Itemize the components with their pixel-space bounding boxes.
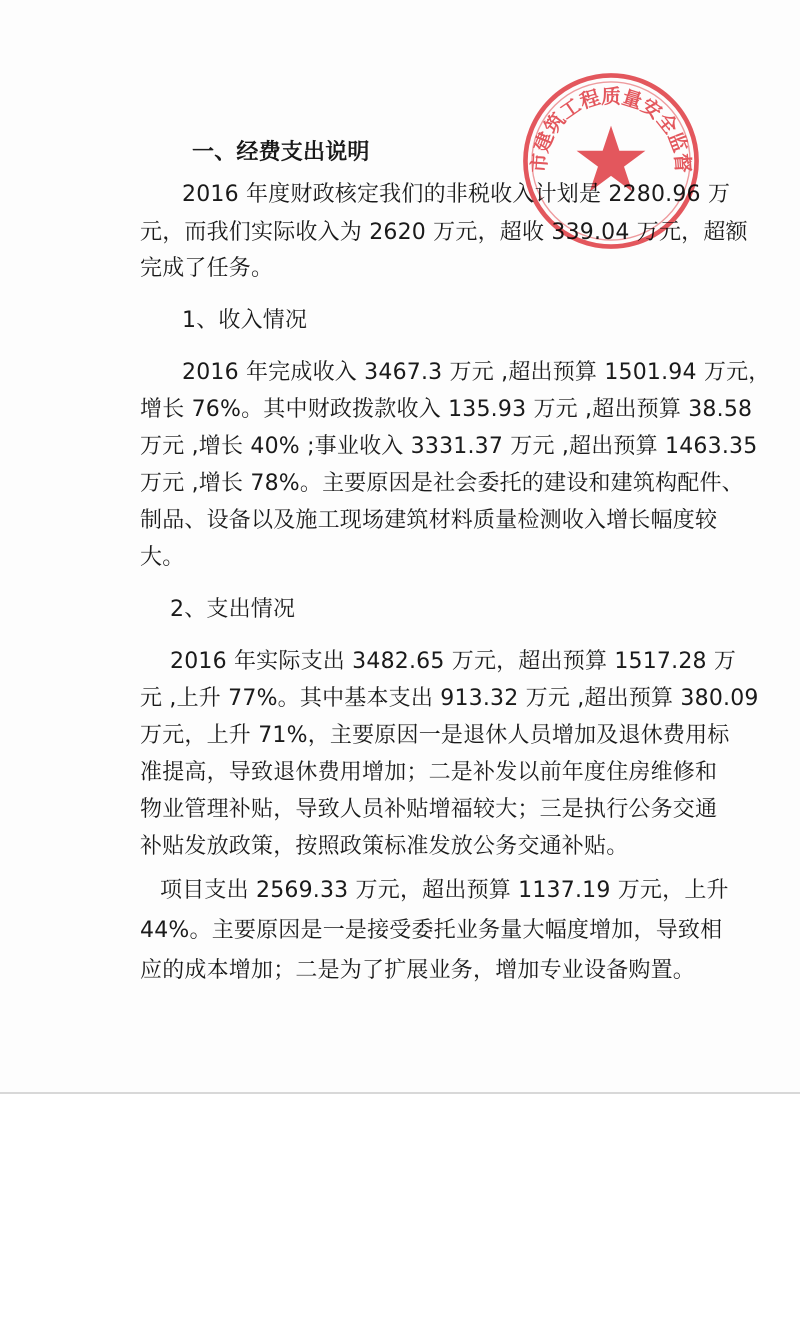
income-line: 万元 ,增长 40% ;事业收入 3331.37 万元 ,超出预算 1463.35 <box>140 434 758 459</box>
seal-text: 市建筑工程质量安全监督 <box>527 84 695 174</box>
project-expense-line: 44%。主要原因是一是接受委托业务量大幅度增加，导致相 <box>140 918 723 943</box>
section-heading: 一、经费支出说明 <box>192 140 370 165</box>
project-expense-line: 应的成本增加；二是为了扩展业务，增加专业设备购置。 <box>140 958 696 983</box>
expense-line: 物业管理补贴，导致人员补贴增福较大；三是执行公务交通 <box>140 797 718 822</box>
subsection-title-income: 1、收入情况 <box>182 308 308 333</box>
document-body <box>140 138 771 986</box>
expense-line: 补贴发放政策，按照政策标准发放公务交通补贴。 <box>140 834 629 859</box>
project-expense-line: 项目支出 2569.33 万元，超出预算 1137.19 万元，上升 <box>160 878 729 903</box>
intro-line: 完成了任务。 <box>140 256 274 281</box>
income-line: 制品、设备以及施工现场建筑材料质量检测收入增长幅度较 <box>140 508 718 533</box>
income-line: 增长 76%。其中财政拨款收入 135.93 万元 ,超出预算 38.58 <box>140 397 753 422</box>
official-seal <box>518 68 704 254</box>
subsection-title-expense: 2、支出情况 <box>170 597 296 622</box>
seal-star-icon <box>577 126 646 192</box>
expense-line: 元 ,上升 77%。其中基本支出 913.32 万元 ,超出预算 380.09 <box>140 686 759 711</box>
expense-line: 2016 年实际支出 3482.65 万元，超出预算 1517.28 万 <box>170 649 737 674</box>
income-line: 2016 年完成收入 3467.3 万元 ,超出预算 1501.94 万元， <box>182 360 771 385</box>
income-line: 万元 ,增长 78%。主要原因是社会委托的建设和建筑构配件、 <box>140 471 744 496</box>
income-line: 大。 <box>140 545 185 570</box>
expense-line: 万元，上升 71%，主要原因一是退休人员增加及退休费用标 <box>140 723 730 748</box>
intro-line: 2016 年度财政核定我们的非税收入计划是 2280.96 万 <box>182 182 731 207</box>
intro-line: 元，而我们实际收入为 2620 万元，超收 339.04 万元，超额 <box>140 220 748 245</box>
blank-area <box>0 1094 800 1318</box>
expense-line: 准提高，导致退休费用增加；二是补发以前年度住房维修和 <box>140 760 718 785</box>
